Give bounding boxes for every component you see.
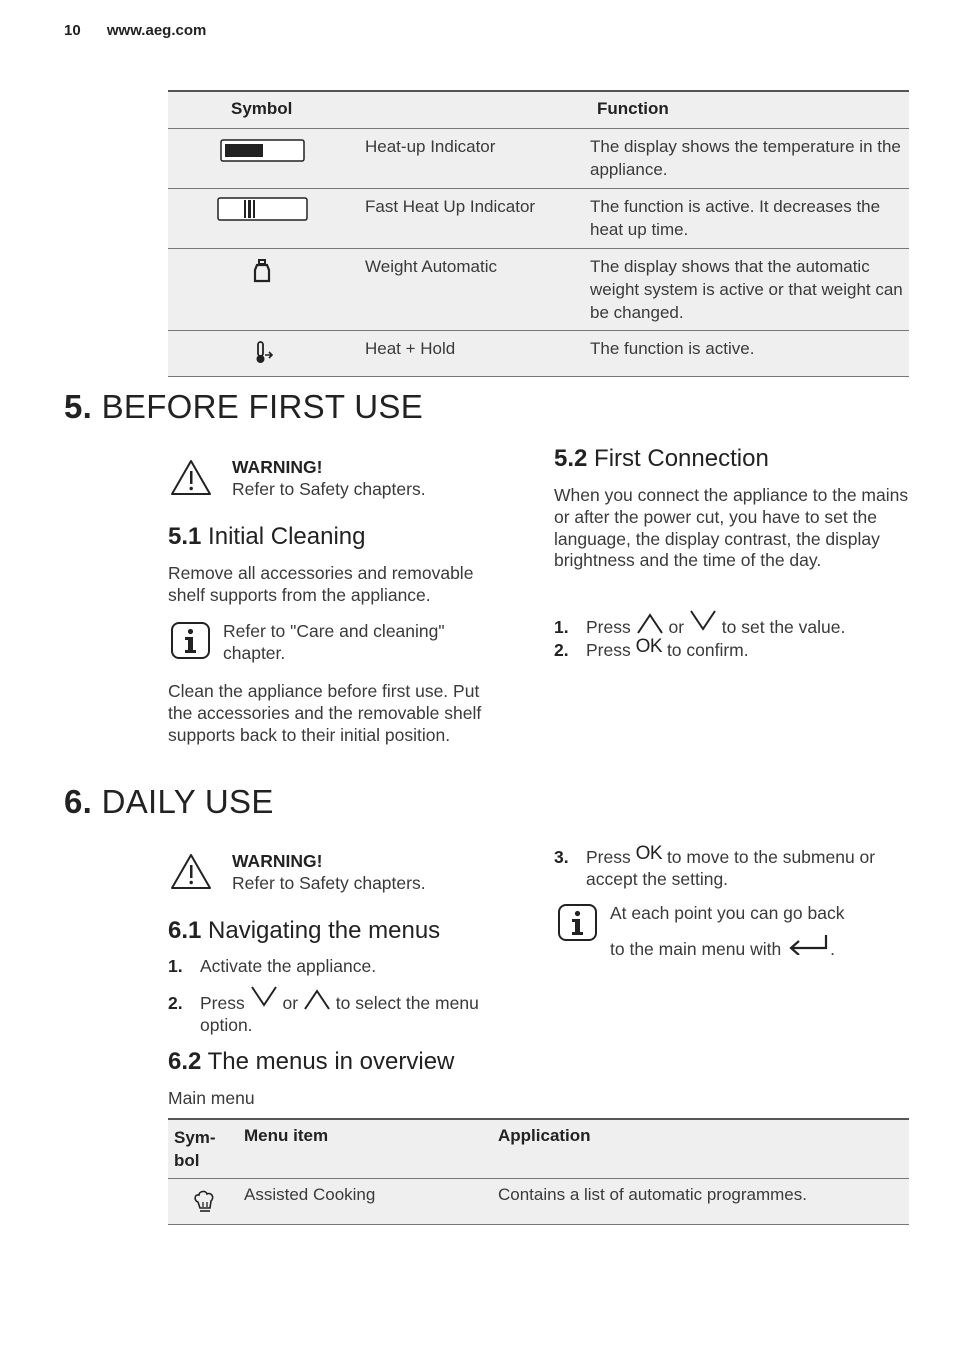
step-text: to move to the submenu or (666, 847, 876, 867)
table-row (168, 129, 909, 189)
step-text: Press (200, 993, 245, 1013)
symbol-description: The function is active. It decreases the heat up time. (590, 197, 881, 239)
symbol-table (168, 90, 909, 377)
warning-title: WARNING! (232, 457, 323, 477)
info-icon (557, 903, 599, 943)
warning-text: Refer to Safety chapters. (232, 478, 426, 499)
list-item (168, 956, 513, 978)
symbol-table-header (168, 90, 909, 129)
menu-item-application: Contains a list of automatic programmes. (498, 1185, 807, 1204)
subsection-title-navigating (168, 917, 440, 945)
menu-item-label: Assisted Cooking (244, 1185, 376, 1204)
step-text: or (668, 617, 685, 637)
arrow-up-icon (636, 613, 664, 635)
list-item (554, 843, 909, 891)
col-symbol (174, 1126, 216, 1172)
col-symbol-line1: Sym- (174, 1128, 216, 1147)
back-arrow-icon (786, 933, 830, 955)
paragraph: Remove all accessories and removable shelf supports from the appliance. (168, 563, 474, 605)
warning-title: WARNING! (232, 851, 323, 871)
subsection-title-first-connection (554, 445, 769, 473)
subsection-title-text: First Connection (594, 445, 769, 472)
symbol-name: Weight Automatic (365, 257, 497, 276)
section-title-daily-use (64, 783, 274, 821)
step-number: 1. (168, 956, 183, 976)
section-title-text: BEFORE FIRST USE (101, 388, 424, 425)
subsection-title-initial-cleaning (168, 523, 365, 551)
symbol-description: The display shows the temperature in the appliance. (590, 137, 901, 179)
step-text: Press (586, 640, 631, 660)
warning-icon (170, 852, 214, 892)
col-symbol-line2: bol (174, 1151, 200, 1170)
step-number: 1. (554, 617, 569, 637)
subsection-number: 6.1 (168, 917, 202, 944)
col-application: Application (498, 1126, 591, 1145)
list-item (554, 636, 909, 662)
col-symbol: Symbol (231, 99, 293, 118)
table-row (168, 249, 909, 331)
symbol-name: Fast Heat Up Indicator (365, 197, 536, 216)
arrow-up-icon (303, 989, 331, 1011)
thermometer-icon (168, 339, 358, 365)
info-icon (170, 621, 212, 661)
paragraph: When you connect the appliance to the mains or after the power cut, you have to set the language, the display contrast, the display brightness and the time of the day. (554, 485, 909, 571)
step-text: Press (586, 847, 631, 867)
subsection-title-text: Initial Cleaning (208, 523, 366, 550)
symbol-name: Heat-up Indicator (365, 137, 496, 156)
step-text: accept the setting. (586, 868, 729, 889)
info-text (610, 933, 900, 961)
info-text: At each point you can go back (610, 903, 845, 923)
info-text: Refer to "Care and cleaning" chapter. (223, 621, 445, 663)
subsection-title-text: Navigating the menus (208, 917, 441, 944)
main-menu-table (168, 1118, 909, 1225)
website-link[interactable]: www.aeg.com (106, 22, 207, 39)
col-function: Function (597, 99, 669, 118)
table-caption: Main menu (168, 1088, 255, 1108)
symbol-description: The function is active. (590, 339, 755, 358)
weight-bottle-icon (168, 257, 358, 283)
subsection-title-menus-overview (168, 1048, 454, 1076)
symbol-name: Heat + Hold (365, 339, 456, 358)
menu-table-header (168, 1118, 909, 1179)
heat-up-bar-icon (168, 139, 358, 159)
step-number: 3. (554, 847, 569, 867)
step-text: to confirm. (666, 640, 749, 660)
arrow-down-icon (689, 609, 717, 631)
table-row[interactable] (168, 1179, 909, 1225)
step-text: option. (200, 1014, 253, 1035)
col-menu-item: Menu item (244, 1126, 329, 1145)
step-text: to select the menu (335, 993, 479, 1013)
info-text-line: to the main menu with (610, 938, 782, 959)
step-text: to set the value. (721, 617, 846, 637)
warning-icon (170, 458, 214, 498)
subsection-number: 5.2 (554, 445, 588, 472)
step-text: Activate the appliance. (200, 956, 377, 976)
subsection-number: 6.2 (168, 1048, 202, 1075)
page-header (64, 22, 206, 39)
section-number: 6. (64, 783, 93, 820)
page-number: 10 (64, 22, 81, 39)
chef-hat-icon (193, 1189, 215, 1215)
warning-block (232, 457, 426, 501)
list-item (168, 985, 513, 1037)
subsection-title-text: The menus in overview (207, 1048, 455, 1075)
table-row (168, 189, 909, 249)
fast-heat-bar-icon (168, 197, 358, 221)
ok-icon: OK (635, 843, 663, 864)
info-text-end: . (830, 938, 835, 959)
step-text: or (282, 993, 299, 1013)
subsection-number: 5.1 (168, 523, 202, 550)
warning-text: Refer to Safety chapters. (232, 872, 426, 893)
step-text: Press (586, 617, 631, 637)
step-number: 2. (554, 640, 569, 660)
list-item (554, 609, 909, 639)
arrow-down-icon (250, 985, 278, 1007)
step-number: 2. (168, 993, 183, 1013)
section-title-before-first-use (64, 388, 423, 426)
section-number: 5. (64, 388, 93, 425)
info-text-block (610, 903, 900, 961)
section-title-text: DAILY USE (101, 783, 274, 820)
paragraph: Clean the appliance before first use. Put the accessories and the removable shelf supports back to their initial position. (168, 681, 482, 745)
warning-block (232, 851, 426, 895)
ok-icon: OK (635, 636, 663, 657)
symbol-description: The display shows that the automatic weight system is active or that weight can be changed. (590, 257, 903, 322)
table-row (168, 331, 909, 377)
